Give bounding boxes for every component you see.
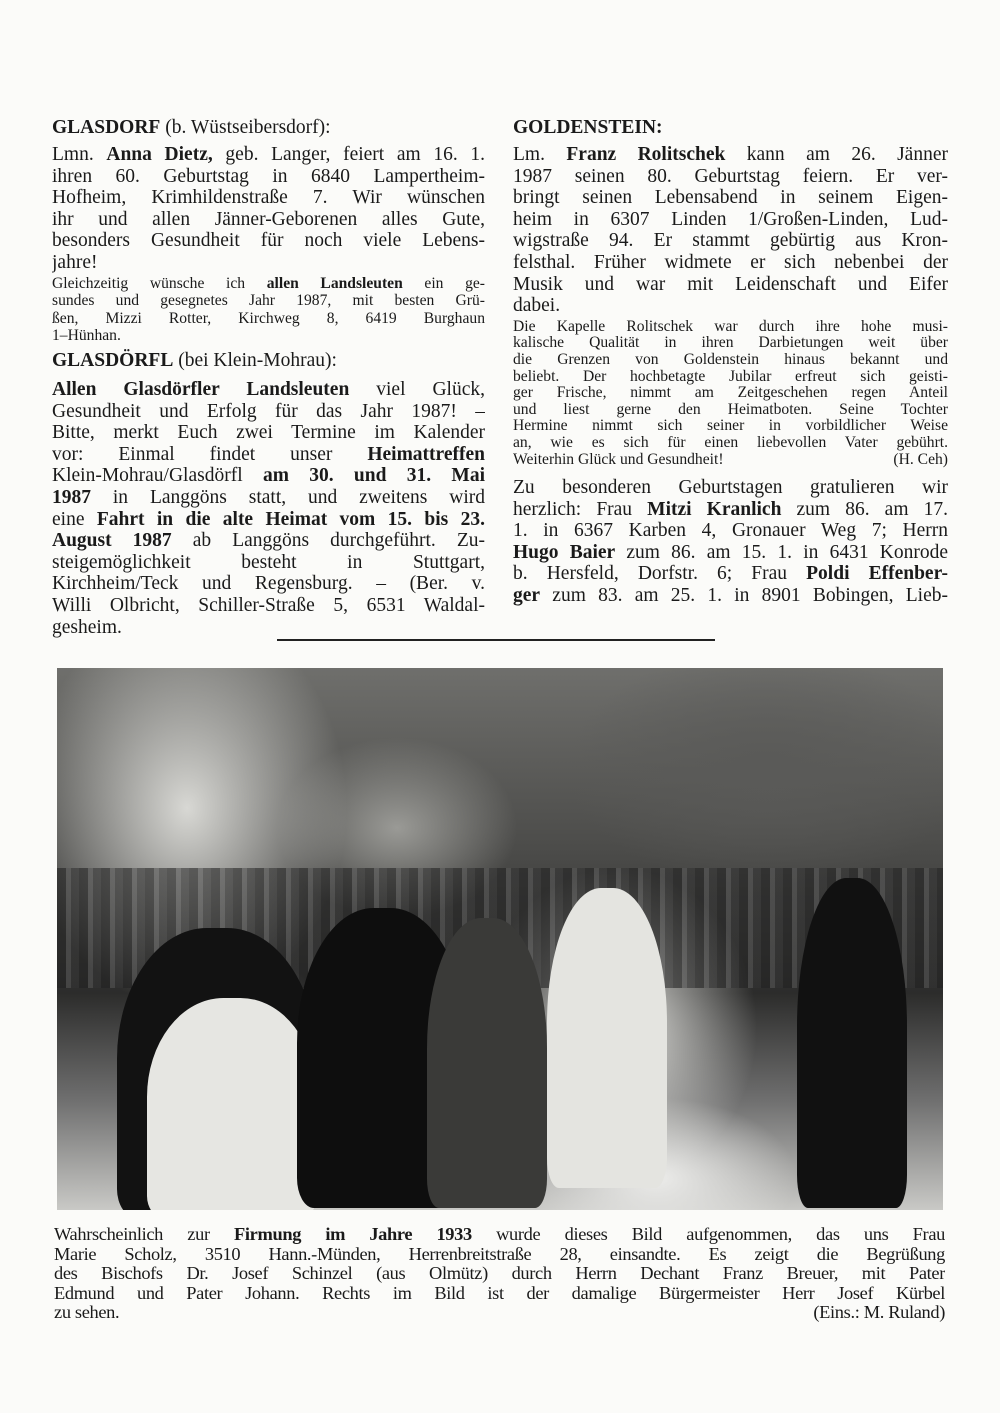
text-line bbox=[52, 530, 485, 552]
text: kann am 26. Jänner bbox=[725, 144, 948, 165]
text-line bbox=[513, 402, 948, 419]
caption-text bbox=[54, 1225, 945, 1323]
text: heim in 6307 Linden 1/Großen-Linden, Lud- bbox=[513, 208, 948, 230]
bold-text: Allen Glasdörfler Landsleuten bbox=[52, 379, 350, 400]
text-line bbox=[52, 422, 485, 444]
text: Musik und war mit Leidenschaft und Eifer bbox=[513, 273, 948, 295]
photo-figure bbox=[797, 878, 907, 1208]
bold-text: Mitzi Kranlich bbox=[647, 498, 782, 520]
text-line bbox=[513, 585, 948, 607]
photo-caption bbox=[54, 1225, 945, 1323]
bold-text: Fahrt in die alte Heimat vom 15. bis 23. bbox=[96, 508, 485, 530]
text: steigemöglichkeit besteht in Stuttgart, bbox=[52, 551, 485, 573]
text: in Langgöns statt, und zweitens wird bbox=[91, 486, 485, 508]
text: Gleichzeitig wünsche ich bbox=[52, 274, 267, 292]
text: dabei. bbox=[513, 295, 561, 317]
bold-text: ger bbox=[513, 585, 541, 607]
text-line bbox=[513, 499, 948, 521]
photo-figure bbox=[547, 888, 667, 1188]
text-line bbox=[52, 230, 485, 252]
bold-text: Hugo Baier bbox=[513, 541, 616, 563]
paragraph bbox=[513, 477, 948, 607]
paragraph bbox=[52, 379, 485, 638]
text-line bbox=[513, 418, 948, 435]
text-line bbox=[52, 573, 485, 595]
text: 1987 seinen 80. Geburtstag feiern. Er ver- bbox=[513, 165, 948, 187]
paragraph bbox=[52, 144, 485, 274]
text-line bbox=[52, 509, 485, 531]
text: zum 86. am 17. bbox=[781, 498, 948, 520]
text: die Grenzen von Goldenstein hinaus bekannt und bbox=[513, 351, 948, 368]
text: Edmund und Pater Johann. Rechts im Bild ist der damalige Bürgermeister Herr Josef Kürbel bbox=[54, 1283, 945, 1303]
section-heading bbox=[52, 117, 485, 139]
text: zu sehen. bbox=[54, 1303, 120, 1323]
paragraph bbox=[52, 275, 485, 345]
bold-text: Firmung im Jahre 1933 bbox=[234, 1225, 472, 1244]
text: (b. Wüstseibersdorf): bbox=[160, 117, 331, 138]
text: vor: Einmal findet unser bbox=[52, 443, 368, 465]
text: Marie Scholz, 3510 Hann.-Münden, Herrenbreitstraße 28, einsandte. Es zeigt die Begrüßung bbox=[54, 1244, 945, 1264]
text: ab Langgöns durchgeführt. Zu- bbox=[171, 530, 485, 552]
text: wigstraße 94. Er stammt gebürtig aus Kron- bbox=[513, 230, 948, 252]
bold-text: am 30. und 31. Mai bbox=[262, 465, 485, 487]
historic-photo bbox=[57, 668, 943, 1210]
author-credit: (Eins.: M. Ruland) bbox=[813, 1303, 945, 1323]
text-line bbox=[52, 552, 485, 574]
text: ihr und allen Jänner-Geborenen alles Gute, bbox=[52, 208, 485, 230]
text: und liest gerne den Heimatboten. Seine Tochter bbox=[513, 401, 948, 418]
text-line bbox=[513, 295, 948, 317]
bold-text: GOLDENSTEIN: bbox=[513, 117, 663, 138]
bold-text: Poldi Effenber- bbox=[806, 563, 948, 585]
text-line bbox=[52, 292, 485, 310]
text: Bitte, merkt Euch zwei Termine im Kalender bbox=[52, 422, 485, 444]
text: viel Glück, bbox=[349, 379, 485, 400]
bold-text: GLASDÖRFL bbox=[52, 350, 174, 371]
text-line bbox=[513, 144, 948, 166]
goldenstein-section bbox=[513, 117, 948, 607]
text-line bbox=[54, 1225, 945, 1245]
text-line bbox=[513, 335, 948, 352]
text-line bbox=[513, 435, 948, 452]
text-line bbox=[52, 379, 485, 401]
text: (bei Klein-Mohrau): bbox=[173, 350, 337, 371]
text: eine bbox=[52, 508, 97, 530]
text: sundes und gesegnetes Jahr 1987, mit besten Grü- bbox=[52, 292, 485, 310]
text: Hermine nimmt sich seiner in vorbildlicher Weise bbox=[513, 418, 948, 435]
author-credit: (H. Ceh) bbox=[893, 451, 948, 468]
text: Die Kapelle Rolitschek war durch ihre hohe musi- bbox=[513, 318, 948, 335]
text: 1. in 6367 Karben 4, Gronauer Weg 7; Herrn bbox=[513, 520, 948, 542]
text-line bbox=[513, 252, 948, 274]
text: Gesundheit und Erfolg für das Jahr 1987! – bbox=[52, 400, 485, 422]
text: kalische Qualität in ihren Darbietungen weit über bbox=[513, 335, 948, 352]
text: Zu besonderen Geburtstagen gratulieren wir bbox=[513, 477, 948, 499]
text-line bbox=[513, 319, 948, 336]
text-line bbox=[52, 275, 485, 293]
bold-text: Anna Dietz, bbox=[106, 144, 213, 165]
text: besonders Gesundheit für noch viele Lebens- bbox=[52, 230, 485, 252]
text: an, wie es sich für einen liebevollen Vater gebührt. bbox=[513, 434, 948, 451]
section-heading bbox=[52, 350, 485, 372]
text: Wahrscheinlich zur bbox=[54, 1225, 235, 1244]
text-line bbox=[513, 563, 948, 585]
bold-text: August 1987 bbox=[52, 530, 172, 552]
text: ger Frische, nimmt am Zeitgeschehen regen Anteil bbox=[513, 385, 948, 402]
text-line bbox=[52, 617, 485, 639]
text-line bbox=[52, 144, 485, 166]
text-line bbox=[513, 369, 948, 386]
text-line bbox=[513, 385, 948, 402]
text-line bbox=[52, 187, 485, 209]
text: gesheim. bbox=[52, 616, 122, 638]
text: 1–Hünhan. bbox=[52, 327, 121, 345]
paragraph bbox=[513, 319, 948, 468]
text-line bbox=[513, 520, 948, 542]
bold-text: Franz Rolitschek bbox=[566, 144, 726, 165]
photo-figure bbox=[147, 998, 317, 1210]
text-line bbox=[52, 595, 485, 617]
divider-rule bbox=[277, 639, 715, 641]
paragraph bbox=[513, 144, 948, 317]
text-line bbox=[513, 209, 948, 231]
text: felsthal. Früher widmete er sich nebenbei der bbox=[513, 251, 948, 273]
text-line bbox=[52, 209, 485, 231]
text: ihren 60. Geburtstag in 6840 Lampertheim- bbox=[52, 165, 485, 187]
text: Klein-Mohrau/Glasdörfl bbox=[52, 465, 263, 487]
photo-figure bbox=[427, 918, 547, 1208]
text-line bbox=[54, 1245, 945, 1265]
text: Weiterhin Glück und Gesundheit! bbox=[513, 451, 724, 468]
text-line bbox=[513, 230, 948, 252]
text-line bbox=[54, 1264, 945, 1284]
text: geb. Langer, feiert am 16. 1. bbox=[212, 144, 485, 165]
text-line bbox=[52, 401, 485, 423]
text-line bbox=[52, 327, 485, 345]
text: Lm. bbox=[513, 144, 567, 165]
text: zum 83. am 25. 1. in 8901 Bobingen, Lieb- bbox=[540, 585, 948, 607]
text: beliebt. Der hochbetagte Jubilar erfreut sich geisti- bbox=[513, 368, 948, 385]
text-line bbox=[52, 487, 485, 509]
text-line bbox=[513, 542, 948, 564]
text-line bbox=[52, 166, 485, 188]
text-line bbox=[513, 452, 948, 469]
text-line bbox=[52, 465, 485, 487]
text: Kirchheim/Teck und Regensburg. – (Ber. v. bbox=[52, 573, 485, 595]
text-line bbox=[513, 187, 948, 209]
bold-text: 1987 bbox=[52, 486, 91, 508]
bold-text: Heimattreffen bbox=[367, 443, 485, 465]
glasdoerfl-section bbox=[52, 350, 485, 638]
text-line bbox=[54, 1303, 945, 1323]
text: herzlich: Frau bbox=[513, 498, 648, 520]
text: Hofheim, Krimhildenstraße 7. Wir wünschen bbox=[52, 187, 485, 209]
bold-text: GLASDORF bbox=[52, 117, 161, 138]
text: des Bischofs Dr. Josef Schinzel (aus Olmütz) durch Herrn Dechant Franz Breuer, mit Pater bbox=[54, 1264, 945, 1284]
text-line bbox=[52, 252, 485, 274]
text-line bbox=[52, 310, 485, 328]
text: Lmn. bbox=[52, 144, 107, 165]
text: b. Hersfeld, Dorfstr. 6; Frau bbox=[513, 563, 807, 585]
bold-text: allen Landsleuten bbox=[266, 274, 403, 292]
text: jahre! bbox=[52, 251, 98, 273]
text: ßen, Mizzi Rotter, Kirchweg 8, 6419 Burghaun bbox=[52, 309, 485, 327]
text-line bbox=[513, 477, 948, 499]
text-line bbox=[513, 166, 948, 188]
text: zum 86. am 15. 1. in 6431 Konrode bbox=[615, 541, 948, 563]
text-line bbox=[52, 444, 485, 466]
text: ein ge- bbox=[402, 274, 485, 292]
text: wurde dieses Bild aufgenommen, das uns Frau bbox=[471, 1225, 945, 1244]
text-line bbox=[54, 1284, 945, 1304]
section-heading bbox=[513, 117, 948, 139]
text-line bbox=[513, 274, 948, 296]
glasdorf-section bbox=[52, 117, 485, 345]
text: bringt seinen Lebensabend in seinem Eigen- bbox=[513, 187, 948, 209]
text: Willi Olbricht, Schiller-Straße 5, 6531 Waldal- bbox=[52, 594, 485, 616]
text-line bbox=[513, 352, 948, 369]
